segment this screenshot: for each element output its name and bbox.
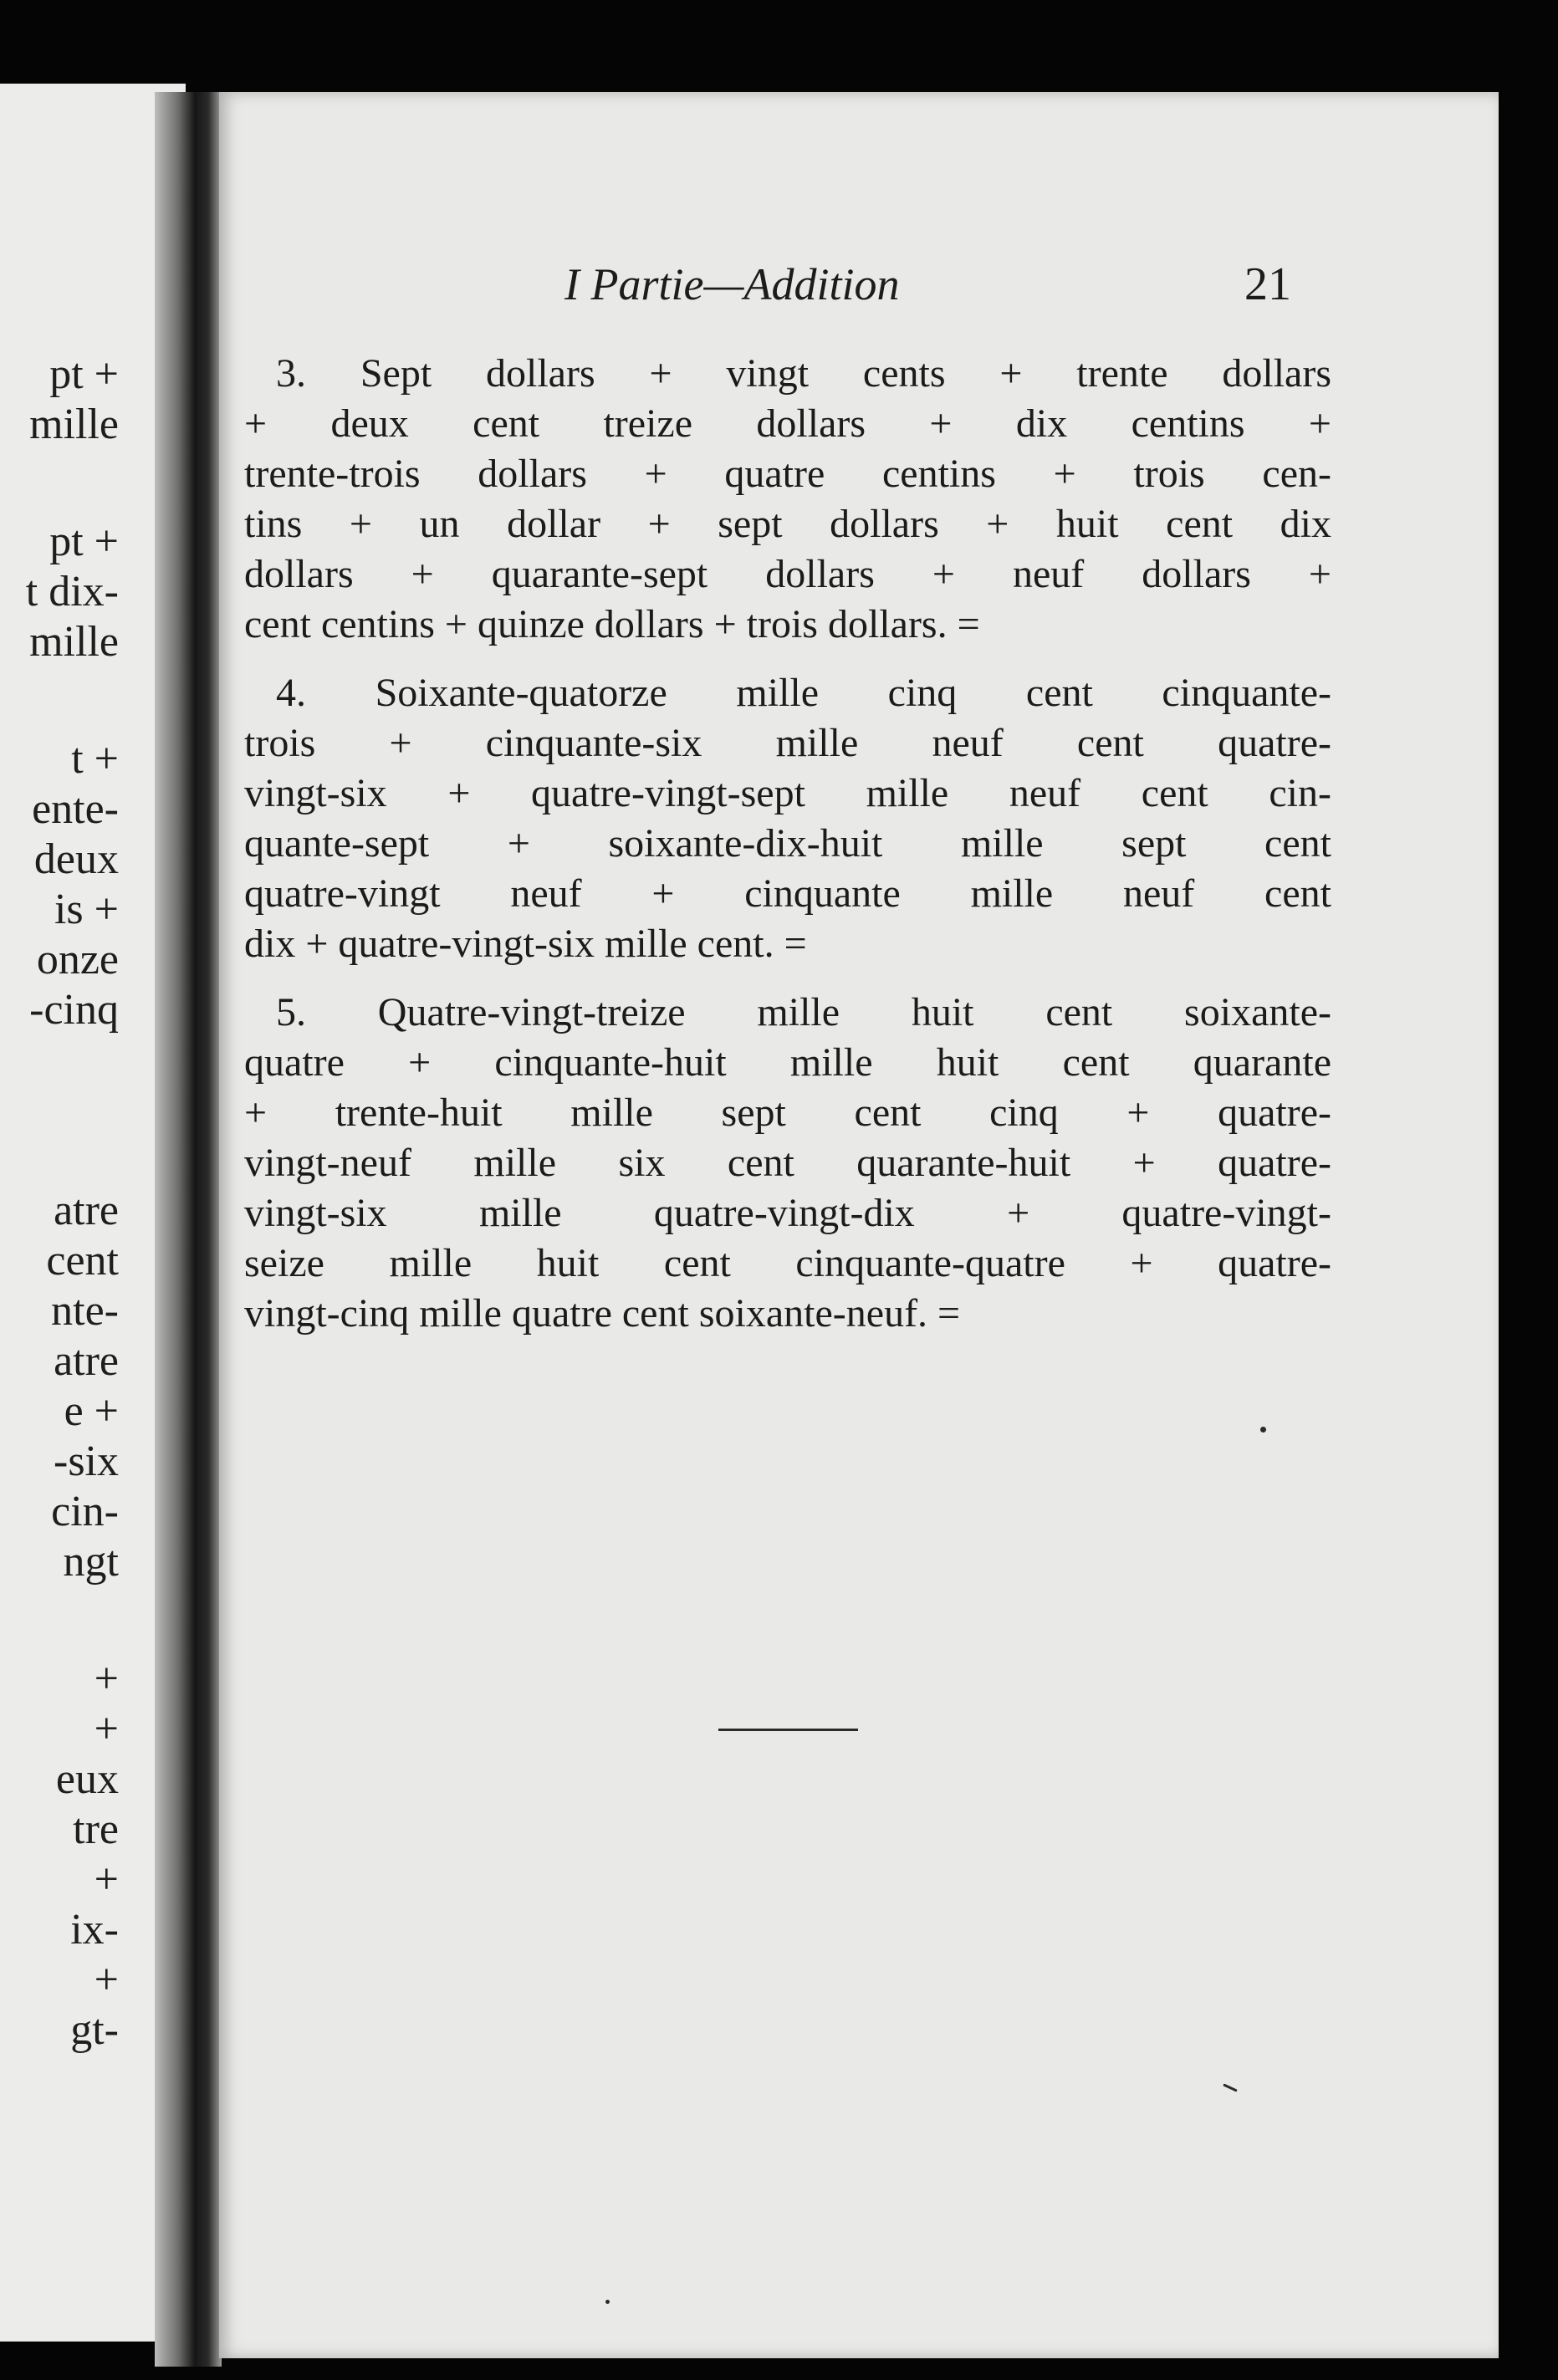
left-fragment: t dix- xyxy=(25,568,119,615)
running-head xyxy=(219,255,1499,314)
left-fragment: + xyxy=(94,1705,119,1753)
text-line: quante-sept + soixante-dix-huit mille sept cent xyxy=(244,821,1331,866)
exercise-4 xyxy=(244,668,1331,969)
text-line: quatre-vingt neuf + cinquante mille neuf cent xyxy=(244,871,1331,916)
page-number: 21 xyxy=(1244,258,1291,310)
text-line: trois + cinquante-six mille neuf cent quatre- xyxy=(244,721,1331,765)
left-fragment: eux xyxy=(55,1755,119,1803)
text-line: vingt-six + quatre-vingt-sept mille neuf cent cin- xyxy=(244,771,1331,815)
left-fragment: e + xyxy=(64,1387,119,1435)
left-fragment: t + xyxy=(71,735,119,783)
left-fragment: mille xyxy=(29,401,119,448)
text-line: dollars + quarante-sept dollars + neuf dollars + xyxy=(244,552,1331,596)
text-line: quatre + cinquante-huit mille huit cent quarante xyxy=(244,1040,1331,1085)
text-line: vingt-cinq mille quatre cent soixante-neuf. = xyxy=(244,1291,961,1336)
left-fragment: + xyxy=(94,1856,119,1903)
exercise-list xyxy=(244,349,1331,1357)
print-speck xyxy=(1260,1427,1266,1433)
left-fragment: deux xyxy=(33,835,119,883)
left-fragment: mille xyxy=(29,618,119,666)
book-gutter-shadow xyxy=(155,92,222,2367)
text-line: 3. Sept dollars + vingt cents + trente dollars xyxy=(276,351,1331,396)
text-line: + deux cent treize dollars + dix centins + xyxy=(244,401,1331,446)
left-fragment: + xyxy=(94,1655,119,1703)
running-head-title: I Partie—Addition xyxy=(564,259,900,309)
text-line: dix + quatre-vingt-six mille cent. = xyxy=(244,922,807,966)
exercise-5 xyxy=(244,988,1331,1339)
left-fragment: nte- xyxy=(51,1287,119,1335)
left-fragment: pt + xyxy=(49,350,119,398)
left-fragment: -cinq xyxy=(29,986,119,1034)
left-fragment: onze xyxy=(36,936,119,983)
left-fragment: gt- xyxy=(70,2006,119,2054)
left-fragment: pt + xyxy=(49,518,119,565)
left-fragment: + xyxy=(94,1956,119,2004)
left-fragment: ente- xyxy=(32,785,119,833)
left-fragment: cin- xyxy=(51,1488,119,1535)
print-speck xyxy=(605,2300,610,2304)
text-line: seize mille huit cent cinquante-quatre + quatre- xyxy=(244,1241,1331,1285)
text-line: + trente-huit mille sept cent cinq + quatre- xyxy=(244,1090,1331,1135)
text-line: cent centins + quinze dollars + trois dollars. = xyxy=(244,602,980,646)
exercise-3 xyxy=(244,349,1331,650)
left-fragment: cent xyxy=(46,1237,119,1284)
text-line: 5. Quatre-vingt-treize mille huit cent soixante- xyxy=(276,990,1331,1034)
right-page xyxy=(219,92,1499,2358)
section-end-rule xyxy=(718,1729,858,1731)
left-fragment: atre xyxy=(54,1187,119,1234)
left-fragment: ngt xyxy=(63,1538,119,1586)
left-fragment: atre xyxy=(54,1337,119,1385)
text-line: vingt-six mille quatre-vingt-dix + quatre-vingt- xyxy=(244,1191,1331,1235)
left-fragment: -six xyxy=(54,1438,119,1485)
text-line: 4. Soixante-quatorze mille cinq cent cinquante- xyxy=(276,671,1331,715)
text-line: tins + un dollar + sept dollars + huit cent dix xyxy=(244,502,1331,546)
text-line: trente-trois dollars + quatre centins + trois cen- xyxy=(244,452,1331,496)
print-speck xyxy=(1223,2083,1238,2091)
left-fragment: ix- xyxy=(70,1906,119,1954)
left-fragment: is + xyxy=(54,886,119,933)
text-line: vingt-neuf mille six cent quarante-huit + quatre- xyxy=(244,1141,1331,1185)
left-fragment: tre xyxy=(73,1805,119,1853)
